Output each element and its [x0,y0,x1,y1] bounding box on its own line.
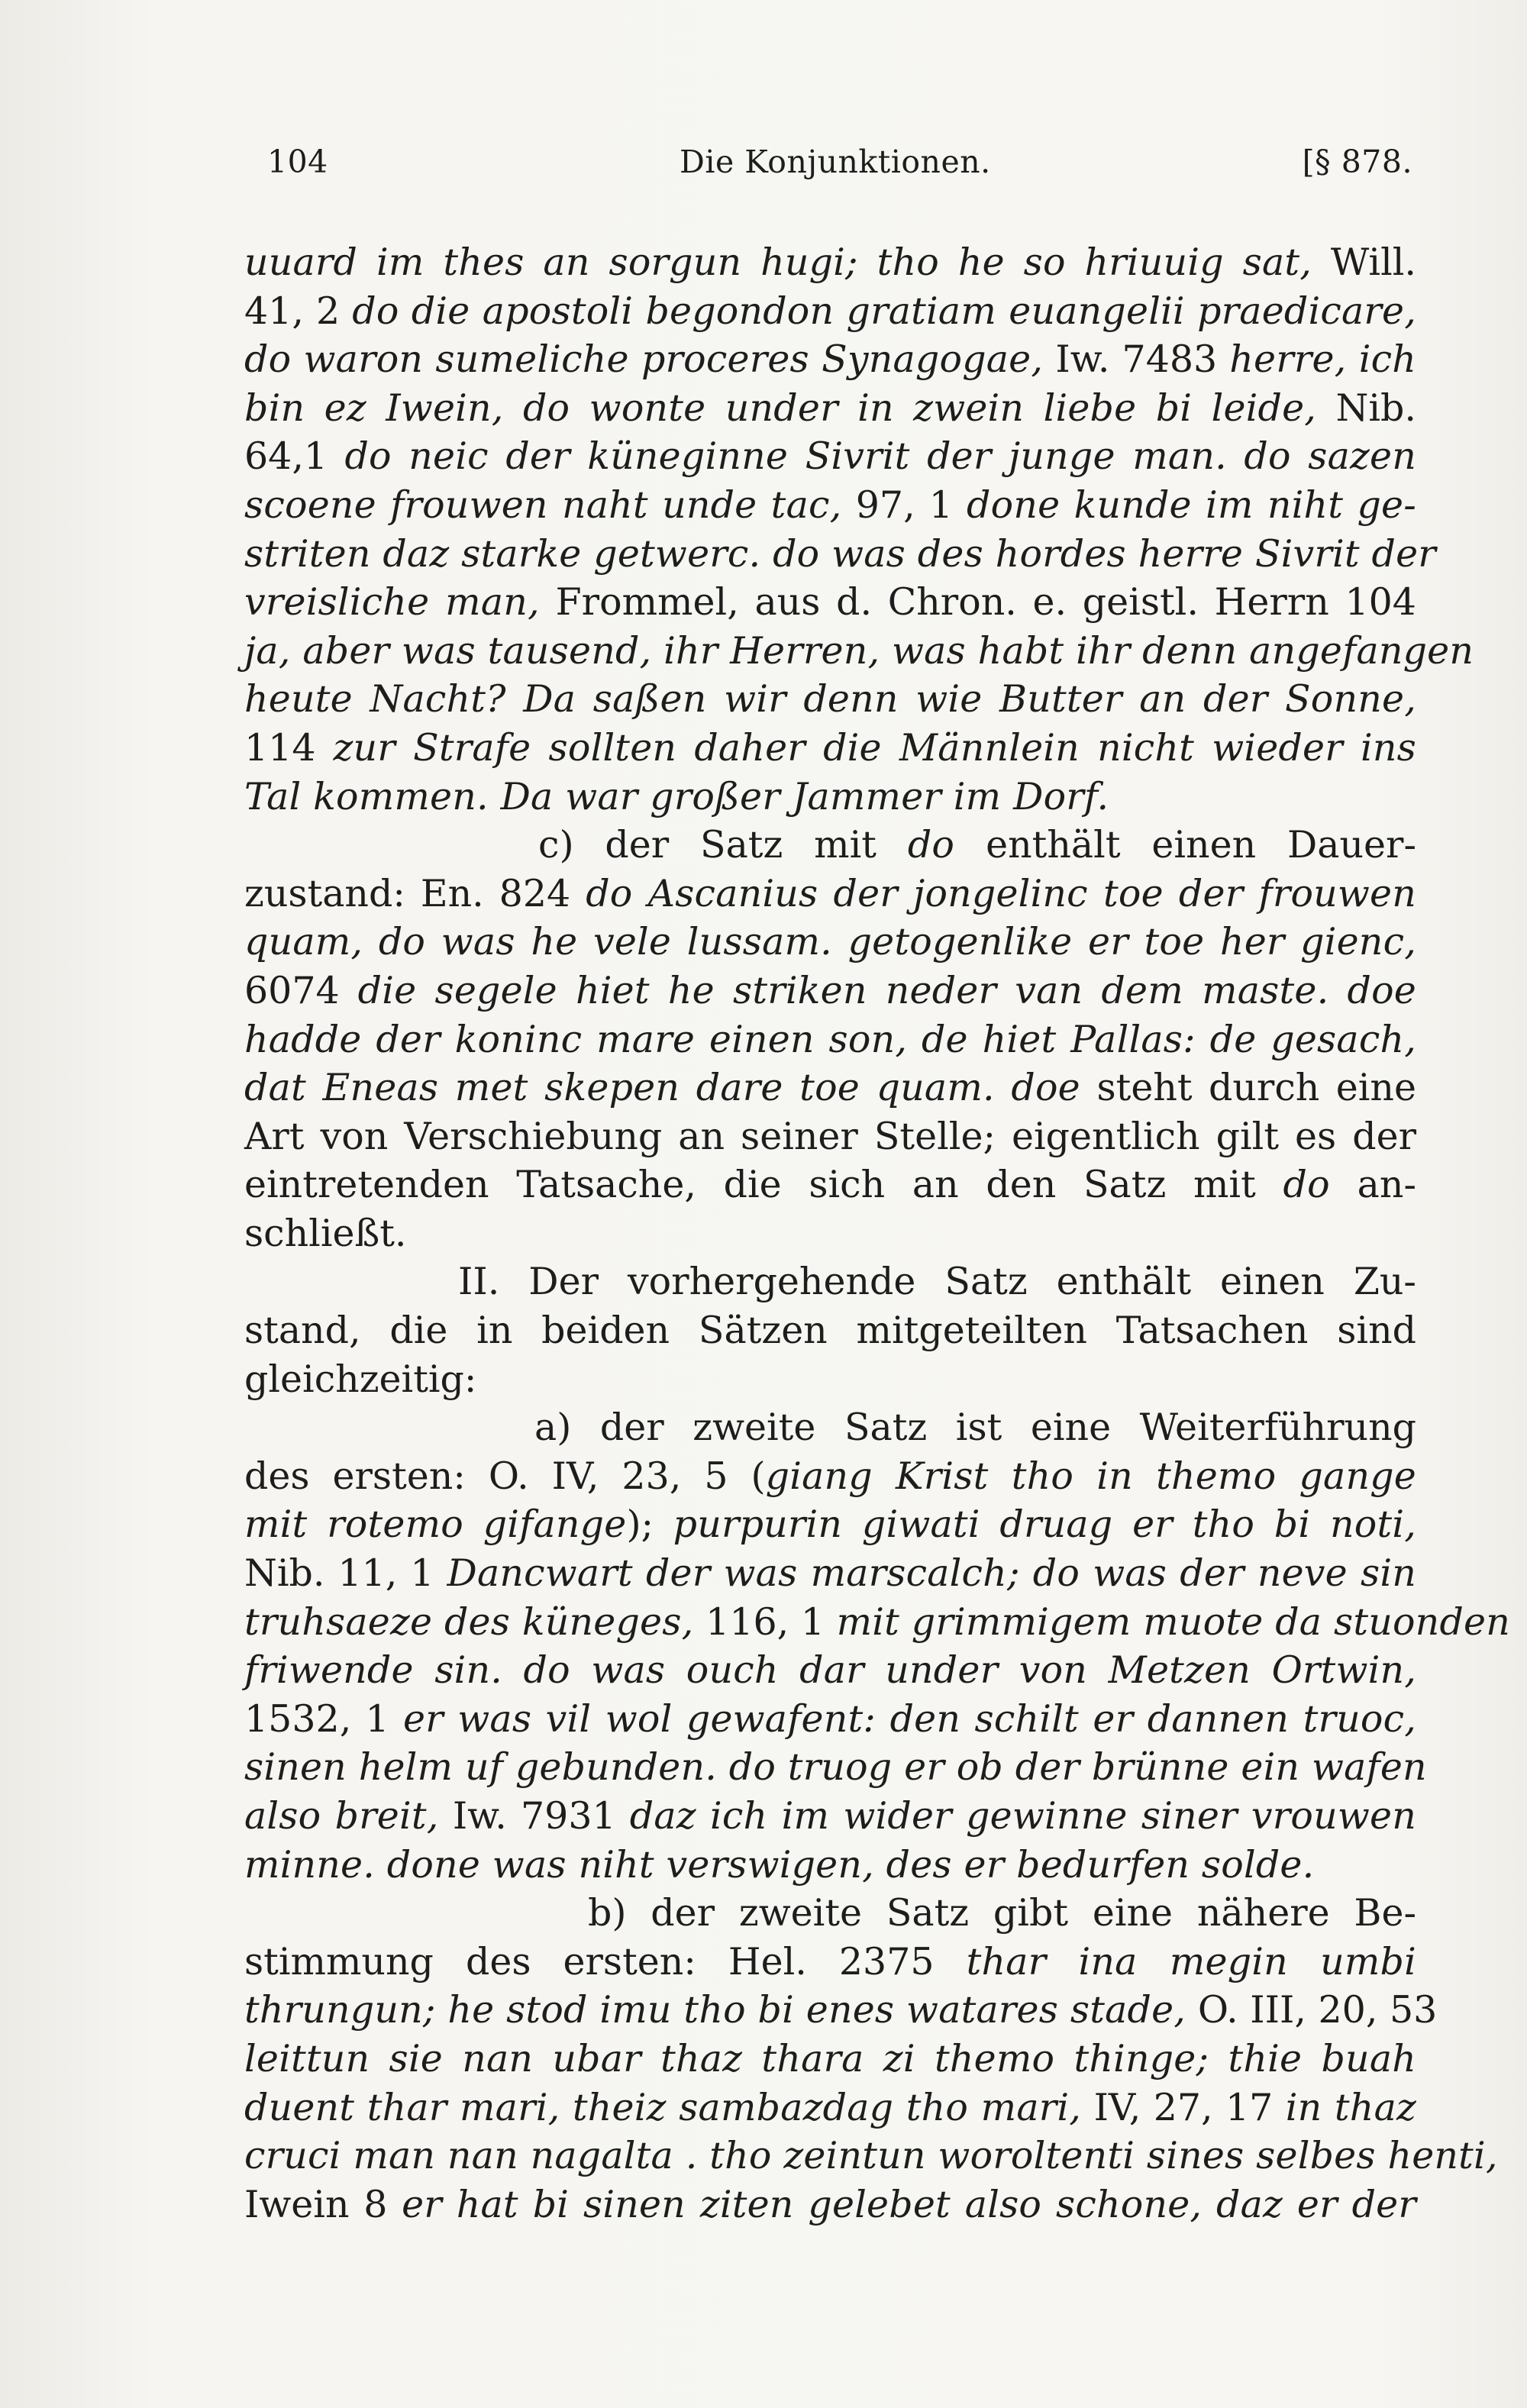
italic-quotation: hadde der koninc mare einen son, de hiet Pallas: de gesach, [244,1017,1416,1061]
text-span: Iwein 8 [244,2182,402,2226]
text-span: Will. [1330,240,1416,284]
text-line [244,1257,1416,1306]
text-line [244,2180,1416,2229]
text-line [244,335,1416,384]
italic-quotation: zur Strafe sollten daher die Männlein nicht wieder ins [333,725,1416,770]
text-line [244,287,1416,336]
text-line [244,481,1416,530]
text-line [244,238,1416,287]
text-line [244,1598,1510,1647]
text-span: ); [626,1503,673,1547]
text-line [244,1841,1416,1890]
text-line [244,1938,1416,1987]
italic-quotation: quam, do was he vele lussam. getogenlike er toe her gienc, [244,920,1416,964]
italic-quotation: mit grimmigem muote da stuonden [836,1599,1510,1644]
text-span: 64,1 [244,434,345,479]
text-line [244,1160,1416,1209]
text-line [244,1549,1416,1598]
italic-quotation: leittun sie nan ubar thaz thara zi themo thinge; thie buah [244,2036,1416,2080]
text-line [244,1500,1416,1549]
text-span: stimmung des ersten: Hel. 2375 [244,1939,967,1984]
text-span: enthält einen Dauer- [986,823,1416,867]
italic-quotation: purpurin giwati druag er tho bi noti, [673,1503,1416,1547]
italic-quotation: thrungun; he stod imu tho bi enes watares stade, [244,1988,1198,2032]
italic-quotation: friwende sin. do was ouch dar under von Metzen Ortwin, [244,1648,1416,1693]
italic-quotation: bin ez Iwein, do wonte under in zwein liebe bi leide, [244,386,1336,430]
italic-quotation: die segele hiet he striken neder van dem maste. doe [357,968,1416,1012]
text-span: IV, 27, 17 [1093,2085,1286,2129]
italic-quotation: do waron sumeliche proceres Synagogae, [244,337,1056,382]
text-line [244,2035,1416,2084]
italic-quotation: do die apostoli begondon gratiam euangelii praedicare, [352,289,1416,333]
text-span: des ersten: O. IV, 23, 5 ( [244,1454,766,1498]
text-span: zustand: En. 824 [244,871,586,915]
text-line [244,578,1416,627]
italic-quotation: scoene frouwen naht unde tac, [244,483,856,527]
text-line [244,1015,1416,1064]
text-span: O. III, 20, 53 [1197,1988,1438,2032]
running-title: Die Konjunktionen. [680,144,991,180]
italic-quotation: daz ich im wider gewinne siner vrouwen [629,1794,1416,1838]
text-span: Art von Verschiebung an seiner Stelle; eigentlich gilt es der [244,1114,1416,1158]
italic-quotation: thar ina megin umbi [966,1939,1416,1984]
text-line [244,2132,1498,2180]
text-span: Frommel, aus d. Chron. e. geistl. Herrn 104 [555,580,1416,625]
text-line [244,1306,1416,1355]
text-span: Iw. 7931 [452,1794,630,1838]
text-span: 114 [244,725,334,770]
text-line [244,1695,1416,1744]
text-span: a) der zweite Satz ist eine Weiterführung [534,1406,1416,1450]
italic-quotation: striten daz starke getwerc. do was des hordes herre Sivrit der [244,531,1436,576]
text-span: 1532, 1 [244,1696,403,1741]
text-line [244,675,1416,724]
text-span: 6074 [244,968,358,1012]
text-span: b) der zweite Satz gibt eine nähere Be- [588,1891,1416,1935]
text-span: c) der Satz mit [538,823,908,867]
text-span: an- [1357,1163,1416,1207]
italic-quotation: giang Krist tho in themo gange [765,1454,1416,1498]
italic-quotation: heute Nacht? Da saßen wir denn wie Butter an der Sonne, [244,677,1416,721]
italic-quotation: truhsaeze des küneges, [244,1599,706,1644]
text-line [244,1064,1416,1112]
italic-quotation: er was vil wol gewafent: den schilt er dannen truoc, [402,1696,1416,1741]
italic-quotation: Dancwart der was marscalch; do was der neve sin [447,1551,1416,1596]
text-span: Nib. [1335,386,1416,430]
italic-quotation: do Ascanius der jongelinc toe der frouwen [586,871,1416,915]
text-line [244,384,1416,433]
italic-quotation: also breit, [244,1794,453,1838]
text-line [244,1792,1416,1841]
text-span: 116, 1 [705,1599,837,1644]
italic-quotation: er hat bi sinen ziten gelebet also schone, daz er der [402,2182,1417,2226]
page-number: 104 [267,144,328,180]
text-span: schließt. [244,1211,407,1255]
text-line [244,432,1416,481]
italic-quotation: ja, aber was tausend, ihr Herren, was habt ihr denn angefangen [244,628,1474,673]
running-header [267,144,1412,197]
italic-quotation: in thaz [1285,2085,1416,2129]
text-line [244,1889,1416,1938]
text-line [244,724,1416,773]
text-span: gleichzeitig: [244,1357,477,1401]
italic-quotation: Tal kommen. Da war großer Jammer im Dorf. [244,774,1109,818]
italic-quotation: herre, ich [1229,337,1416,382]
body-text [244,238,1510,2229]
italic-quotation: do [907,823,986,867]
italic-quotation: dat Eneas met skepen dare toe quam. doe [244,1066,1097,1110]
text-line [244,1452,1416,1501]
text-span: Iw. 7483 [1055,337,1230,382]
text-span: Nib. 11, 1 [244,1551,447,1596]
text-line [244,1646,1416,1695]
text-span: 97, 1 [855,483,967,527]
italic-quotation: sinen helm uf gebunden. do truog er ob der brünne ein wafen [244,1745,1427,1790]
italic-quotation: cruci man nan nagalta . tho zeintun woroltenti sines selbes henti, [244,2134,1498,2178]
text-line [244,1209,1416,1258]
text-line [244,1403,1416,1452]
text-line [244,870,1416,918]
text-line [244,530,1436,579]
italic-quotation: uuard im thes an sorgun hugi; tho he so hriuuig sat, [244,240,1331,284]
text-line [244,2084,1416,2132]
text-line [244,627,1474,676]
section-reference: [§ 878. [1302,144,1412,180]
text-span: stand, die in beiden Sätzen mitgeteilten Tatsachen sind [244,1309,1416,1353]
italic-quotation: do neic der küneginne Sivrit der junge man. do sazen [344,434,1416,479]
text-line [244,1986,1438,2035]
italic-quotation: mit rotemo gifange [244,1503,627,1547]
italic-quotation: do [1283,1163,1358,1207]
italic-quotation: vreisliche man, [244,580,556,625]
text-span: II. Der vorhergehende Satz enthält einen Zu- [458,1260,1416,1304]
text-line [244,1743,1427,1792]
text-line [244,1355,1416,1404]
text-span: eintretenden Tatsache, die sich an den Satz mit [244,1163,1283,1207]
text-line [244,773,1416,821]
text-line [244,967,1416,1015]
text-line [244,821,1416,870]
text-line [244,1112,1416,1161]
text-span: 41, 2 [244,289,353,333]
italic-quotation: duent thar mari, theiz sambazdag tho mari, [244,2085,1094,2129]
italic-quotation: minne. done was niht verswigen, des er bedurfen solde. [244,1842,1315,1887]
italic-quotation: done kunde im niht ge- [967,483,1417,527]
text-line [244,918,1416,967]
text-span: steht durch eine [1096,1066,1416,1110]
